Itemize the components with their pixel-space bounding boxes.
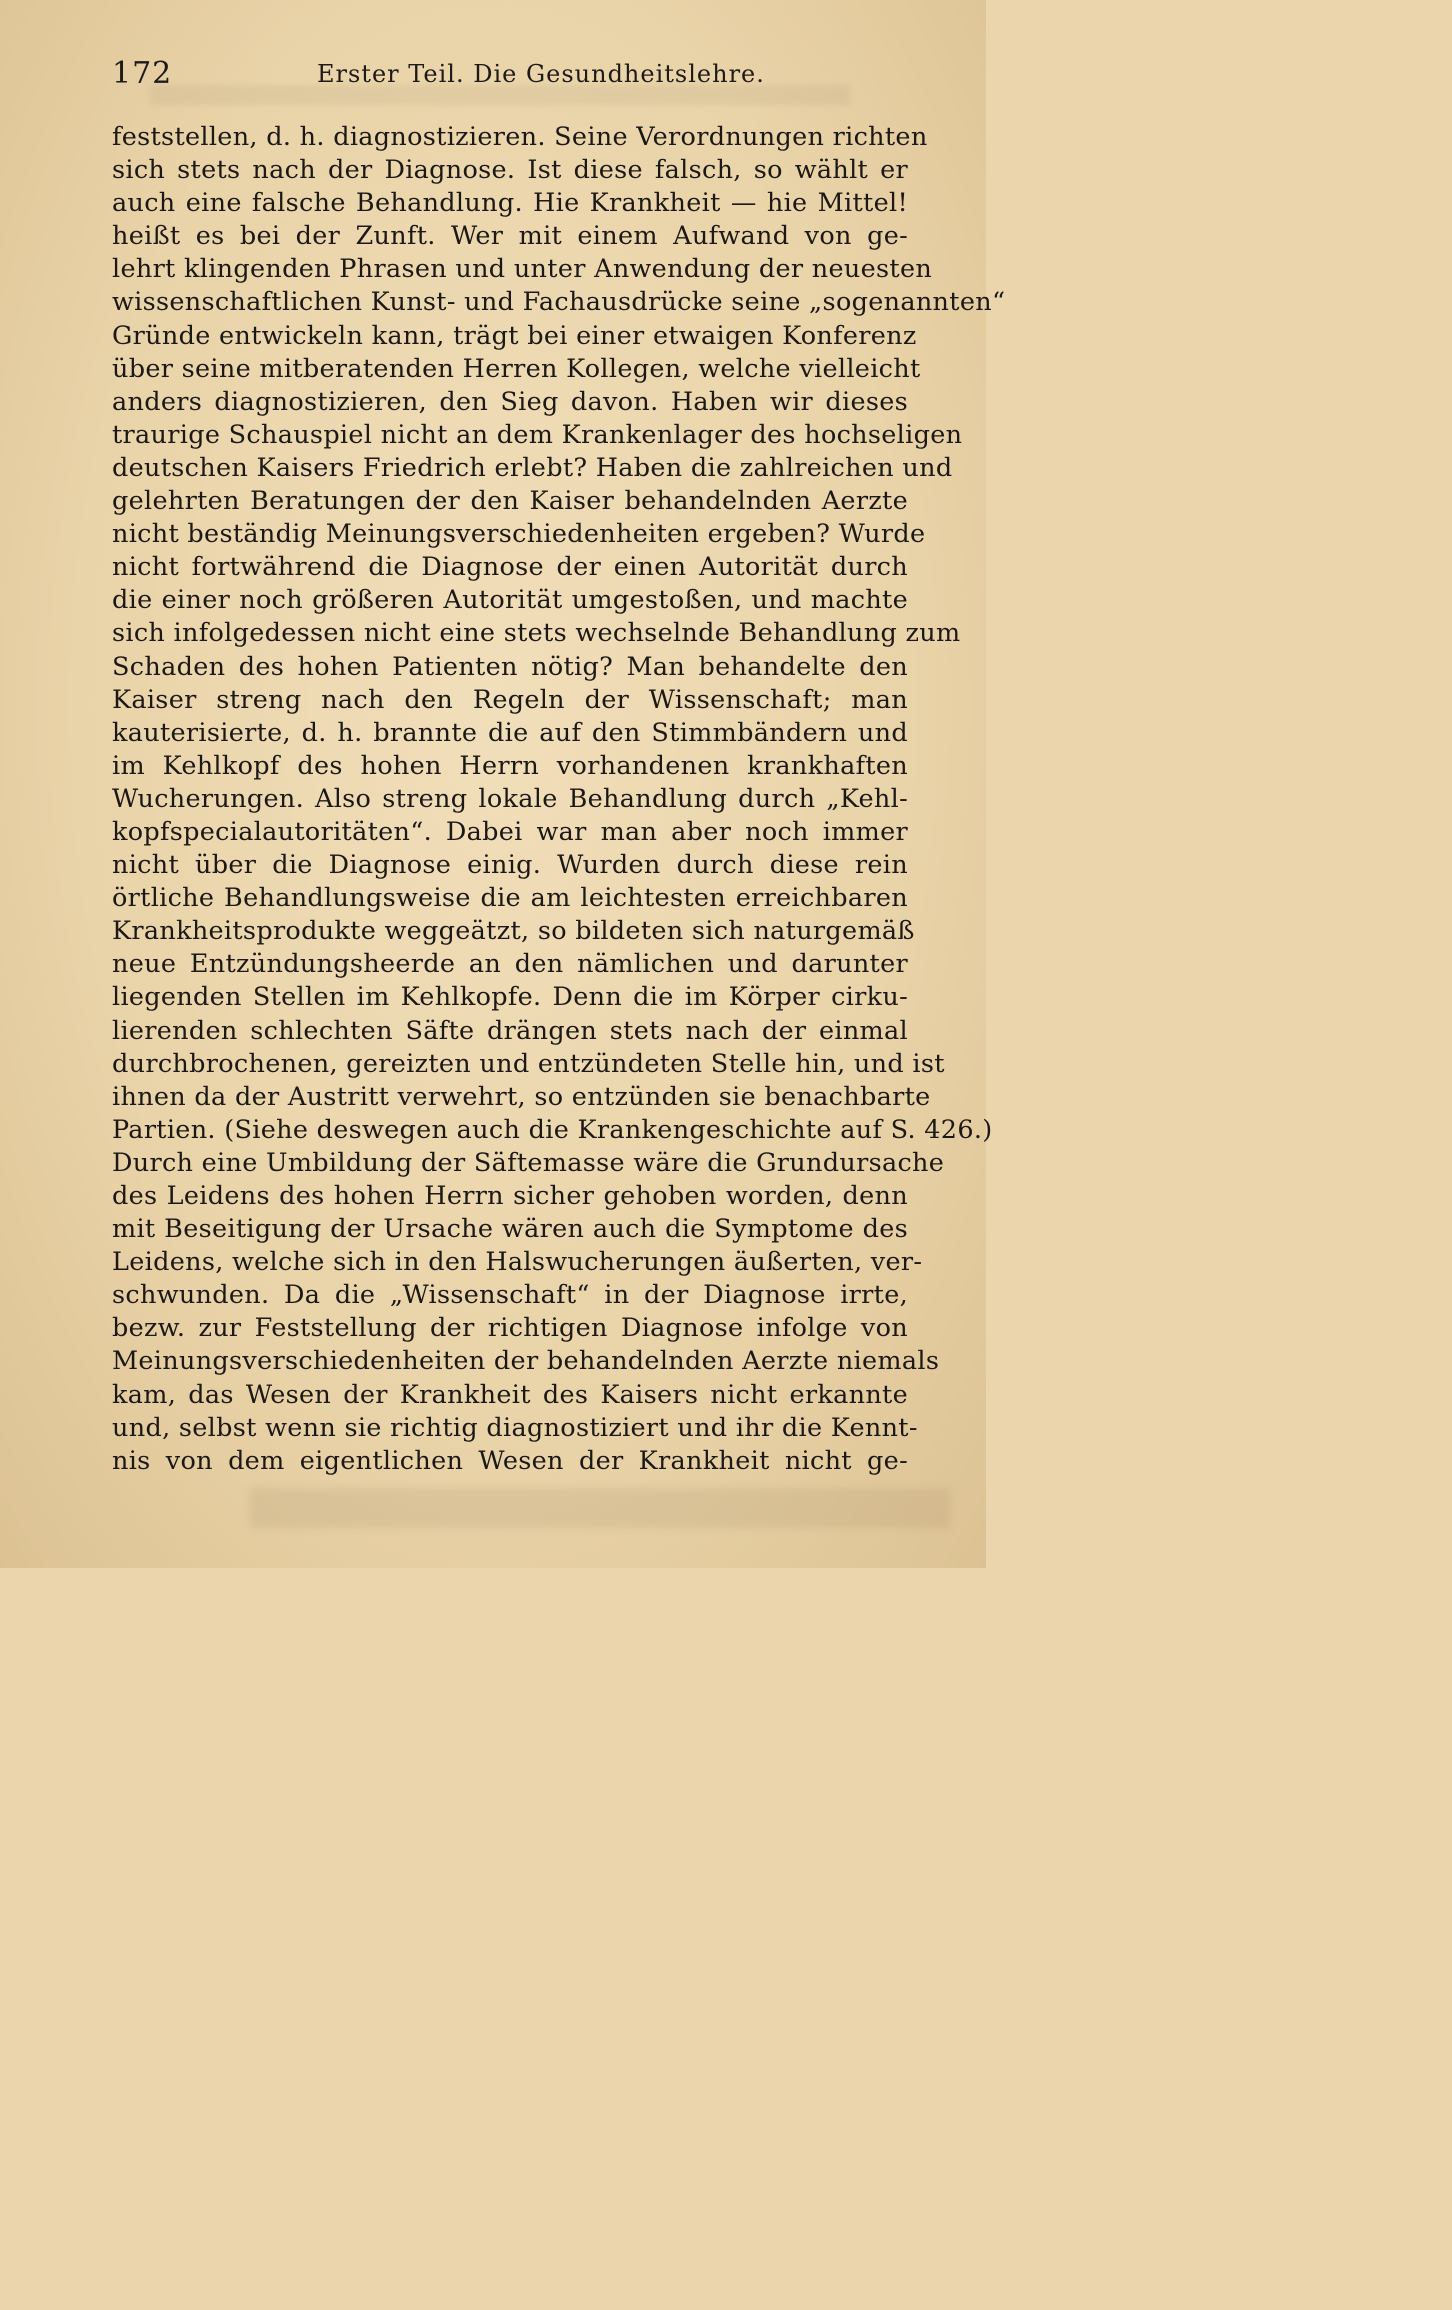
text-line: im Kehlkopf des hohen Herrn vorhandenen krankhaften	[112, 750, 908, 781]
text-line: mit Beseitigung der Ursache wären auch die Symptome des	[112, 1214, 908, 1245]
text-line: die einer noch größeren Autorität umgestoßen, und machte	[112, 585, 908, 616]
text-line: lehrt klingenden Phrasen und unter Anwendung der neuesten	[112, 254, 933, 285]
running-title: Erster Teil. Die Gesundheitslehre.	[317, 60, 765, 88]
text-line: nicht fortwährend die Diagnose der einen Autorität durch	[112, 552, 908, 583]
text-line: feststellen, d. h. diagnostizieren. Seine Verordnungen richten	[112, 122, 928, 152]
bleed-through-shadow-bottom	[250, 1488, 950, 1528]
body-text	[112, 121, 1006, 1478]
text-line: liegenden Stellen im Kehlkopfe. Denn die im Körper cirku-	[112, 982, 908, 1013]
text-line: schwunden. Da die „Wissenschaft“ in der Diagnose irrte,	[112, 1280, 908, 1311]
text-line: anders diagnostizieren, den Sieg davon. Haben wir dieses	[112, 386, 908, 417]
text-line: lierenden schlechten Säfte drängen stets nach der einmal	[112, 1015, 908, 1046]
page-number: 172	[112, 56, 173, 91]
text-line: Partien. (Siehe deswegen auch die Krankengeschichte auf S. 426.)	[112, 1114, 993, 1145]
text-line: nicht über die Diagnose einig. Wurden durch diese rein	[112, 850, 908, 881]
page-header	[112, 52, 912, 92]
text-line: bezw. zur Feststellung der richtigen Diagnose infolge von	[112, 1313, 908, 1344]
text-line: heißt es bei der Zunft. Wer mit einem Aufwand von ge-	[112, 221, 908, 252]
text-line: wissenschaftlichen Kunst- und Fachausdrücke seine „sogenannten“	[112, 287, 1006, 318]
text-line: Durch eine Umbildung der Säftemasse wäre die Grundursache	[112, 1147, 945, 1178]
text-line: ihnen da der Austritt verwehrt, so entzünden sie benachbarte	[112, 1081, 931, 1112]
text-line: Gründe entwickeln kann, trägt bei einer etwaigen Konferenz	[112, 320, 917, 351]
text-line: örtliche Behandlungsweise die am leichtesten erreichbaren	[112, 883, 908, 914]
text-line: nis von dem eigentlichen Wesen der Krankheit nicht ge-	[112, 1445, 908, 1476]
text-line: kopfspecialautoritäten“. Dabei war man aber noch immer	[112, 816, 908, 847]
text-line: kauterisierte, d. h. brannte die auf den Stimmbändern und	[112, 717, 908, 748]
text-line: Kaiser streng nach den Regeln der Wissenschaft; man	[112, 684, 908, 715]
text-line: nicht beständig Meinungsverschiedenheiten ergeben? Wurde	[112, 519, 926, 550]
text-line: Leidens, welche sich in den Halswucherungen äußerten, ver-	[112, 1247, 923, 1278]
text-line: sich stets nach der Diagnose. Ist diese falsch, so wählt er	[112, 155, 908, 186]
text-line: sich infolgedessen nicht eine stets wechselnde Behandlung zum	[112, 618, 961, 649]
text-line: deutschen Kaisers Friedrich erlebt? Haben die zahlreichen und	[112, 452, 953, 483]
text-line: über seine mitberatenden Herren Kollegen, welche vielleicht	[112, 353, 921, 384]
text-line: Wucherungen. Also streng lokale Behandlung durch „Kehl-	[112, 783, 908, 814]
text-line: auch eine falsche Behandlung. Hie Krankheit — hie Mittel!	[112, 188, 908, 219]
text-line: durchbrochenen, gereizten und entzündeten Stelle hin, und ist	[112, 1048, 945, 1079]
text-line: Meinungsverschiedenheiten der behandelnden Aerzte niemals	[112, 1346, 940, 1377]
book-page	[0, 0, 1006, 1568]
text-line: traurige Schauspiel nicht an dem Krankenlager des hochseligen	[112, 419, 963, 450]
text-line: neue Entzündungsheerde an den nämlichen und darunter	[112, 949, 908, 980]
text-line: kam, das Wesen der Krankheit des Kaisers nicht erkannte	[112, 1379, 908, 1410]
text-line: Schaden des hohen Patienten nötig? Man behandelte den	[112, 651, 908, 682]
text-line: gelehrten Beratungen der den Kaiser behandelnden Aerzte	[112, 486, 908, 517]
text-line: und, selbst wenn sie richtig diagnostiziert und ihr die Kennt-	[112, 1412, 918, 1443]
text-line: des Leidens des hohen Herrn sicher gehoben worden, denn	[112, 1181, 908, 1211]
text-line: Krankheitsprodukte weggeätzt, so bildeten sich naturgemäß	[112, 916, 915, 947]
